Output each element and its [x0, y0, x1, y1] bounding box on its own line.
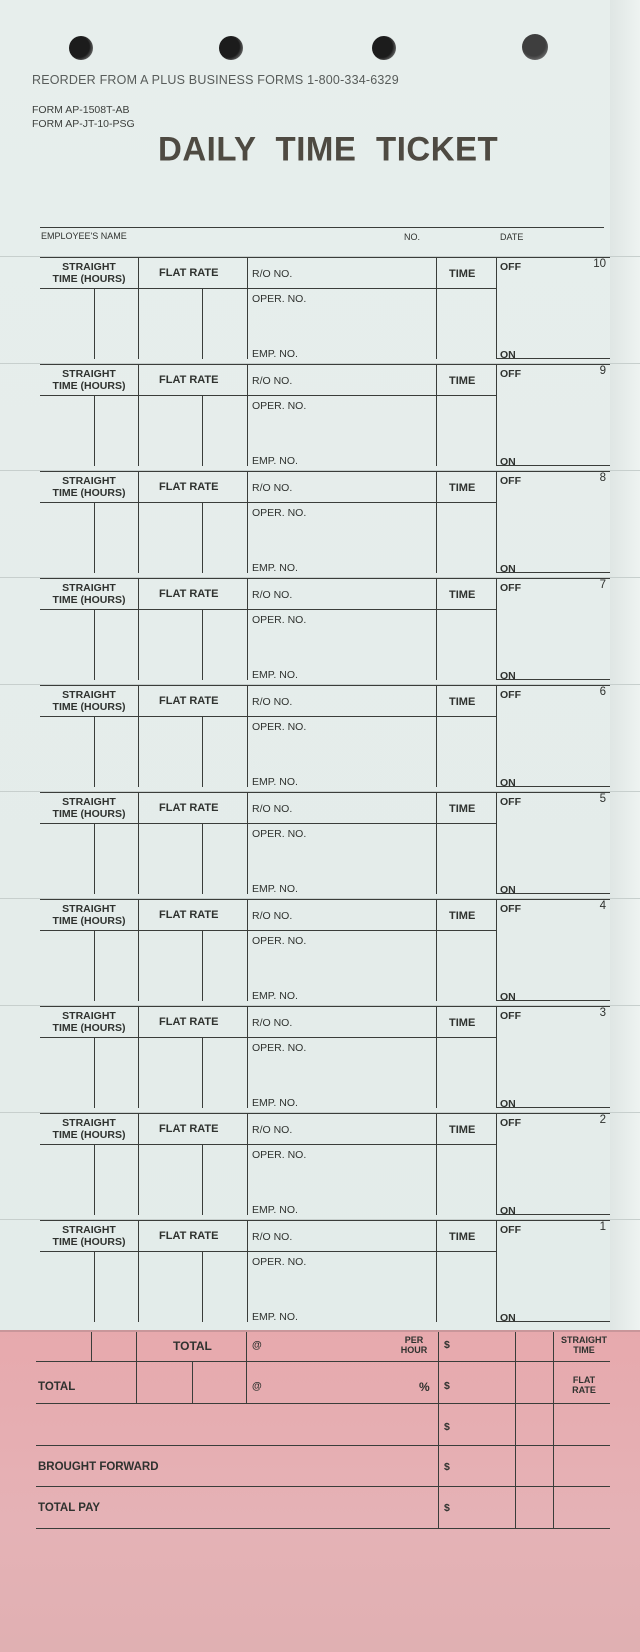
- ticket-column-line: [247, 1220, 248, 1322]
- on-label: ON: [500, 1205, 516, 1217]
- punch-hole: [69, 36, 93, 60]
- summary-row-line: [36, 1403, 610, 1404]
- oper-no-label: OPER. NO.: [252, 293, 307, 305]
- summary-divider: [91, 1332, 92, 1361]
- summary-divider: [246, 1332, 247, 1403]
- emp-no-label: EMP. NO.: [252, 1204, 298, 1216]
- straight-time-label: [42, 689, 136, 713]
- ticket-header-line: [40, 288, 496, 289]
- ro-no-label: R/O NO.: [252, 1017, 293, 1029]
- off-label: OFF: [500, 261, 521, 273]
- ticket-column-line: [202, 1251, 203, 1322]
- ticket-top-line: [40, 1006, 610, 1007]
- ticket-top-line: [40, 364, 610, 365]
- emp-no-label: EMP. NO.: [252, 455, 298, 467]
- straight-time-label: [42, 368, 136, 392]
- ticket-column-line: [496, 1220, 497, 1322]
- ticket-column-line: [247, 899, 248, 1001]
- ticket-column-line: [202, 502, 203, 573]
- dollar-sign: $: [444, 1461, 450, 1473]
- date-label: DATE: [500, 232, 524, 242]
- ticket-top-line: [40, 685, 610, 686]
- straight-time-line1: STRAIGHT: [62, 1117, 116, 1129]
- ticket-column-line: [138, 1113, 139, 1215]
- off-label: OFF: [500, 475, 521, 487]
- per-hour-label: [396, 1335, 432, 1355]
- brought-forward-label: BROUGHT FORWARD: [38, 1461, 159, 1473]
- on-label: ON: [500, 1098, 516, 1110]
- ticket-column-line: [247, 578, 248, 680]
- ticket-column-line: [94, 1144, 95, 1215]
- flat-rate-label: FLAT RATE: [159, 267, 219, 279]
- ro-no-label: R/O NO.: [252, 1231, 293, 1243]
- time-label: TIME: [449, 1231, 476, 1243]
- ticket-column-line: [94, 1251, 95, 1322]
- time-label: TIME: [449, 910, 476, 922]
- time-label: TIME: [449, 696, 476, 708]
- straight-time-line2: TIME (HOURS): [52, 701, 126, 713]
- ro-no-label: R/O NO.: [252, 910, 293, 922]
- straight-time-line1: STRAIGHT: [62, 1224, 116, 1236]
- oper-no-label: OPER. NO.: [252, 507, 307, 519]
- flat-rate-label: FLAT RATE: [159, 481, 219, 493]
- ticket-column-line: [436, 1220, 437, 1322]
- straight-time-line1: STRAIGHT: [62, 689, 116, 701]
- total-label: TOTAL: [173, 1339, 212, 1353]
- ro-no-label: R/O NO.: [252, 482, 293, 494]
- ticket-header-line: [40, 1037, 496, 1038]
- percent-sign: %: [419, 1380, 430, 1394]
- straight-time-line2: TIME (HOURS): [52, 1022, 126, 1034]
- ticket-column-line: [138, 578, 139, 680]
- per-hour-line1: PER: [404, 1335, 424, 1345]
- ticket-column-line: [496, 1113, 497, 1215]
- ticket-column-line: [496, 364, 497, 466]
- ticket-number: 7: [599, 579, 606, 591]
- flat-rate-label: FLAT RATE: [159, 909, 219, 921]
- punch-hole: [372, 36, 396, 60]
- straight-time-label: [42, 261, 136, 285]
- summary-divider: [438, 1332, 439, 1528]
- flat-rate-label: FLAT RATE: [159, 588, 219, 600]
- ticket-number: 6: [599, 686, 606, 698]
- ticket-column-line: [94, 716, 95, 787]
- ticket-column-line: [496, 257, 497, 359]
- form-code: FORM AP-1508T-AB: [32, 104, 130, 116]
- oper-no-label: OPER. NO.: [252, 614, 307, 626]
- emp-no-label: EMP. NO.: [252, 990, 298, 1002]
- ticket-column-line: [247, 257, 248, 359]
- ticket-column-line: [202, 1037, 203, 1108]
- ticket-column-line: [496, 471, 497, 573]
- summary-divider: [553, 1332, 554, 1528]
- straight-time-line1: STRAIGHT: [62, 582, 116, 594]
- ticket-number: 3: [599, 1007, 606, 1019]
- ticket-column-line: [496, 578, 497, 680]
- ticket-column-line: [496, 685, 497, 787]
- flat-rate-label: FLAT RATE: [159, 1016, 219, 1028]
- ticket-number: 2: [599, 1114, 606, 1126]
- ticket-number: 4: [599, 900, 606, 912]
- carbon-copy-edge: [0, 1330, 640, 1332]
- straight-time-line1: STRAIGHT: [62, 903, 116, 915]
- employee-no-label: NO.: [404, 232, 421, 242]
- summary-divider: [515, 1332, 516, 1528]
- straight-time-line2: TIME (HOURS): [52, 1236, 126, 1248]
- off-label: OFF: [500, 1117, 521, 1129]
- reorder-text: REORDER FROM A PLUS BUSINESS FORMS 1-800-334-6329: [32, 73, 399, 87]
- ticket-header-line: [40, 395, 496, 396]
- ticket-column-line: [94, 930, 95, 1001]
- ro-no-label: R/O NO.: [252, 589, 293, 601]
- ticket-column-line: [202, 1144, 203, 1215]
- straight-time-line2: TIME (HOURS): [52, 808, 126, 820]
- ticket-header-line: [40, 930, 496, 931]
- summary-row-line: [36, 1445, 610, 1446]
- time-label: TIME: [449, 1017, 476, 1029]
- ticket-column-line: [94, 1037, 95, 1108]
- form-code: FORM AP-JT-10-PSG: [32, 118, 135, 130]
- ticket-column-line: [436, 364, 437, 466]
- ticket-number: 5: [599, 793, 606, 805]
- ticket-column-line: [247, 1113, 248, 1215]
- flat-rate-summary-line1: FLAT: [572, 1375, 596, 1385]
- ticket-top-line: [40, 792, 610, 793]
- ro-no-label: R/O NO.: [252, 803, 293, 815]
- emp-no-label: EMP. NO.: [252, 348, 298, 360]
- straight-time-label: [42, 1010, 136, 1034]
- dollar-sign: $: [444, 1339, 450, 1351]
- ticket-number: 8: [599, 472, 606, 484]
- straight-time-line2: TIME (HOURS): [52, 594, 126, 606]
- flat-rate-summary-line2: RATE: [572, 1385, 596, 1395]
- straight-time-summary-line1: STRAIGHT: [561, 1335, 607, 1345]
- ticket-header-line: [40, 1251, 496, 1252]
- oper-no-label: OPER. NO.: [252, 828, 307, 840]
- off-label: OFF: [500, 1010, 521, 1022]
- ticket-column-line: [496, 899, 497, 1001]
- straight-time-label: [42, 903, 136, 927]
- summary-row-line: [36, 1528, 610, 1529]
- on-label: ON: [500, 456, 516, 468]
- emp-no-label: EMP. NO.: [252, 669, 298, 681]
- ro-no-label: R/O NO.: [252, 375, 293, 387]
- ro-no-label: R/O NO.: [252, 268, 293, 280]
- flat-rate-label: FLAT RATE: [159, 1123, 219, 1135]
- straight-time-line1: STRAIGHT: [62, 475, 116, 487]
- ticket-column-line: [247, 364, 248, 466]
- ticket-column-line: [436, 257, 437, 359]
- punch-hole: [219, 36, 243, 60]
- time-label: TIME: [449, 1124, 476, 1136]
- emp-no-label: EMP. NO.: [252, 883, 298, 895]
- dollar-sign: $: [444, 1380, 450, 1392]
- ticket-column-line: [436, 685, 437, 787]
- paper-edge: [610, 0, 640, 1330]
- straight-time-line2: TIME (HOURS): [52, 1129, 126, 1141]
- off-label: OFF: [500, 582, 521, 594]
- oper-no-label: OPER. NO.: [252, 1149, 307, 1161]
- dollar-sign: $: [444, 1421, 450, 1433]
- ticket-column-line: [436, 471, 437, 573]
- flat-rate-label: FLAT RATE: [159, 802, 219, 814]
- on-label: ON: [500, 1312, 516, 1324]
- on-label: ON: [500, 991, 516, 1003]
- ticket-header-line: [40, 609, 496, 610]
- flat-rate-label: FLAT RATE: [159, 1230, 219, 1242]
- ticket-column-line: [202, 288, 203, 359]
- straight-time-label: [42, 796, 136, 820]
- employee-name-label: EMPLOYEE'S NAME: [41, 231, 127, 241]
- straight-time-label: [42, 1117, 136, 1141]
- off-label: OFF: [500, 903, 521, 915]
- ticket-column-line: [138, 685, 139, 787]
- off-label: OFF: [500, 1224, 521, 1236]
- ticket-column-line: [202, 823, 203, 894]
- ticket-header-line: [40, 823, 496, 824]
- off-label: OFF: [500, 368, 521, 380]
- ticket-column-line: [436, 578, 437, 680]
- per-hour-line2: HOUR: [400, 1345, 428, 1355]
- ticket-top-line: [40, 257, 610, 258]
- ticket-column-line: [496, 1006, 497, 1108]
- ticket-top-line: [40, 899, 610, 900]
- ticket-column-line: [247, 471, 248, 573]
- flat-rate-summary-label: [556, 1375, 612, 1395]
- summary-divider: [192, 1361, 193, 1403]
- emp-no-label: EMP. NO.: [252, 1311, 298, 1323]
- ticket-column-line: [436, 792, 437, 894]
- ticket-top-line: [40, 471, 610, 472]
- page-title: DAILY TIME TICKET: [158, 129, 499, 168]
- punch-hole: [522, 34, 548, 60]
- on-label: ON: [500, 349, 516, 361]
- ticket-column-line: [436, 899, 437, 1001]
- ticket-column-line: [94, 502, 95, 573]
- straight-time-line2: TIME (HOURS): [52, 487, 126, 499]
- oper-no-label: OPER. NO.: [252, 1256, 307, 1268]
- ticket-column-line: [247, 1006, 248, 1108]
- summary-row-line: [36, 1486, 610, 1487]
- ticket-column-line: [138, 257, 139, 359]
- time-label: TIME: [449, 482, 476, 494]
- time-label: TIME: [449, 589, 476, 601]
- ticket-column-line: [247, 792, 248, 894]
- ticket-column-line: [138, 364, 139, 466]
- ticket-column-line: [138, 899, 139, 1001]
- ticket-header-line: [40, 1144, 496, 1145]
- summary-row-line: [36, 1361, 610, 1362]
- ticket-header-line: [40, 716, 496, 717]
- ticket-number: 10: [593, 258, 606, 270]
- employee-row-line: [40, 227, 604, 228]
- straight-time-line1: STRAIGHT: [62, 261, 116, 273]
- ticket-column-line: [247, 685, 248, 787]
- ro-no-label: R/O NO.: [252, 696, 293, 708]
- ticket-column-line: [202, 716, 203, 787]
- ticket-column-line: [94, 288, 95, 359]
- straight-time-line1: STRAIGHT: [62, 368, 116, 380]
- ticket-top-line: [40, 578, 610, 579]
- emp-no-label: EMP. NO.: [252, 1097, 298, 1109]
- ticket-top-line: [40, 1220, 610, 1221]
- straight-time-line1: STRAIGHT: [62, 796, 116, 808]
- ticket-column-line: [436, 1006, 437, 1108]
- ticket-column-line: [138, 792, 139, 894]
- ticket-number: 9: [599, 365, 606, 377]
- ticket-column-line: [94, 395, 95, 466]
- carbon-copy-sheet: [0, 1330, 640, 1652]
- off-label: OFF: [500, 796, 521, 808]
- straight-time-label: [42, 1224, 136, 1248]
- time-label: TIME: [449, 268, 476, 280]
- emp-no-label: EMP. NO.: [252, 562, 298, 574]
- ticket-column-line: [94, 609, 95, 680]
- ticket-number: 1: [599, 1221, 606, 1233]
- ro-no-label: R/O NO.: [252, 1124, 293, 1136]
- summary-divider: [136, 1332, 137, 1403]
- ticket-column-line: [138, 1220, 139, 1322]
- straight-time-line2: TIME (HOURS): [52, 380, 126, 392]
- straight-time-label: [42, 475, 136, 499]
- ticket-column-line: [138, 471, 139, 573]
- oper-no-label: OPER. NO.: [252, 935, 307, 947]
- ticket-column-line: [202, 930, 203, 1001]
- straight-time-summary-line2: TIME: [573, 1345, 595, 1355]
- time-label: TIME: [449, 375, 476, 387]
- off-label: OFF: [500, 689, 521, 701]
- flat-at-sign: @: [252, 1381, 262, 1392]
- straight-time-summary-label: [556, 1335, 612, 1355]
- oper-no-label: OPER. NO.: [252, 1042, 307, 1054]
- total-row-label: TOTAL: [38, 1381, 76, 1393]
- straight-time-line1: STRAIGHT: [62, 1010, 116, 1022]
- on-label: ON: [500, 563, 516, 575]
- ticket-column-line: [496, 792, 497, 894]
- oper-no-label: OPER. NO.: [252, 721, 307, 733]
- ticket-column-line: [138, 1006, 139, 1108]
- on-label: ON: [500, 884, 516, 896]
- on-label: ON: [500, 670, 516, 682]
- ticket-top-line: [40, 1113, 610, 1114]
- flat-rate-label: FLAT RATE: [159, 695, 219, 707]
- oper-no-label: OPER. NO.: [252, 400, 307, 412]
- rate-at-sign: @: [252, 1340, 262, 1351]
- ticket-column-line: [202, 395, 203, 466]
- emp-no-label: EMP. NO.: [252, 776, 298, 788]
- straight-time-label: [42, 582, 136, 606]
- ticket-column-line: [94, 823, 95, 894]
- time-label: TIME: [449, 803, 476, 815]
- straight-time-line2: TIME (HOURS): [52, 915, 126, 927]
- ticket-header-line: [40, 502, 496, 503]
- total-pay-label: TOTAL PAY: [38, 1502, 100, 1514]
- on-label: ON: [500, 777, 516, 789]
- ticket-column-line: [202, 609, 203, 680]
- straight-time-line2: TIME (HOURS): [52, 273, 126, 285]
- dollar-sign: $: [444, 1502, 450, 1514]
- ticket-column-line: [436, 1113, 437, 1215]
- flat-rate-label: FLAT RATE: [159, 374, 219, 386]
